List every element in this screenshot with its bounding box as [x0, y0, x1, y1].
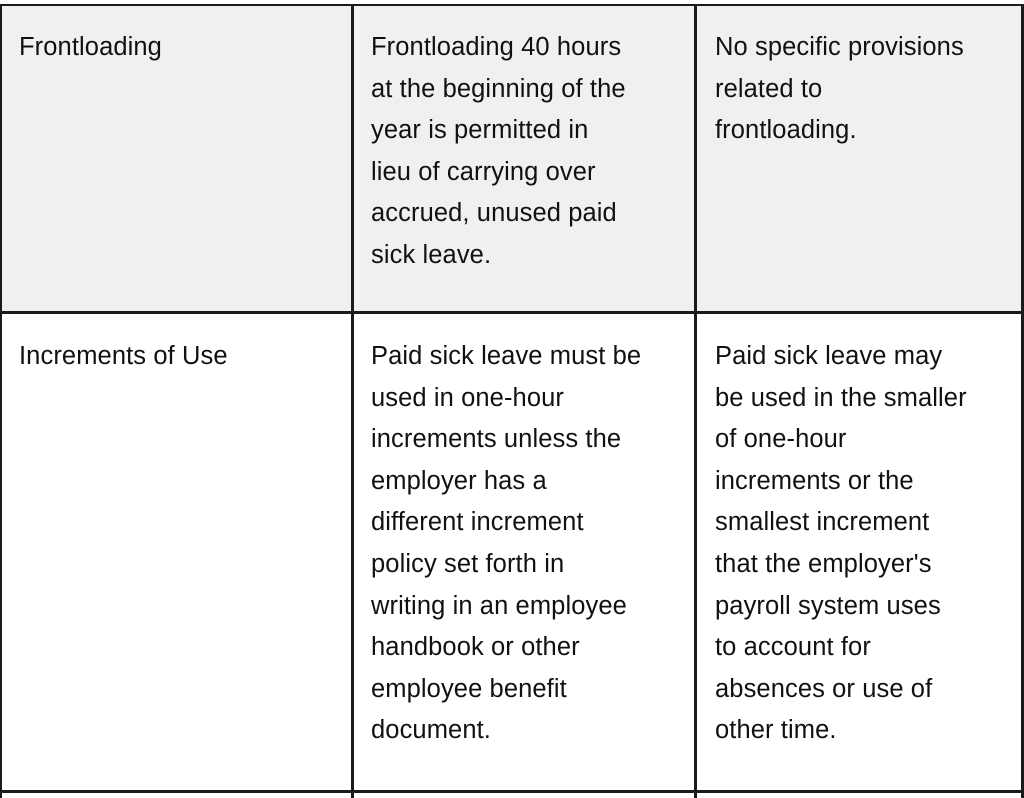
column-divider [351, 5, 354, 798]
table-cell-col-a: Frontloading 40 hours at the beginning of the year is permitted in lieu of carrying over accrued, unused paid sick leave. [371, 33, 626, 269]
row-divider [0, 311, 1024, 314]
table-cell-category: Increments of Use [19, 342, 228, 370]
column-divider [694, 5, 697, 798]
table-cell-col-a: Paid sick leave must be used in one-hour increments unless the employer has a different increment policy set forth in writing in an employee handbook or other employee benefit document. [371, 342, 642, 745]
table-top-border [0, 4, 1024, 6]
table-cell-col-b: Paid sick leave may be used in the smaller of one-hour increments or the smallest increment that the employer's payroll system uses to account for absences or use of other time. [715, 342, 967, 745]
table-left-border [0, 5, 2, 798]
table-cell-col-b: No specific provisions related to frontloading. [715, 33, 964, 145]
row-divider [0, 790, 1024, 793]
table-cell-category: Frontloading [19, 33, 162, 61]
